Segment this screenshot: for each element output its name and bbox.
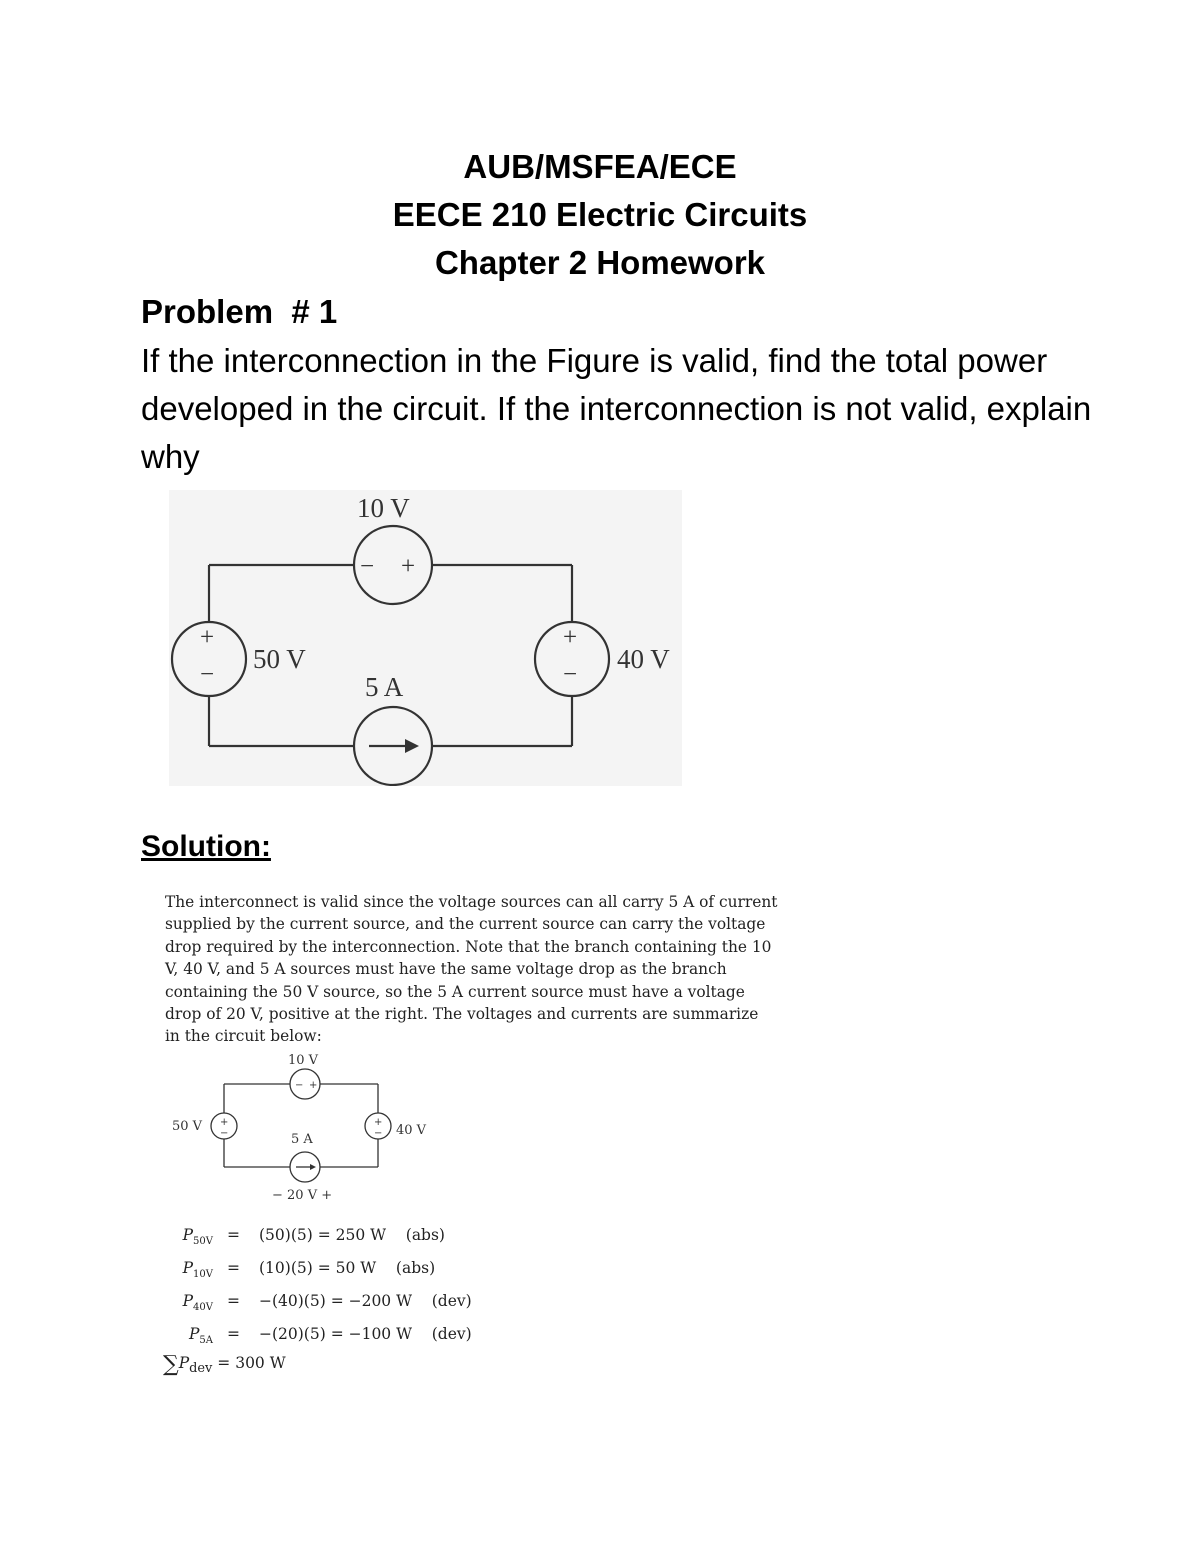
power-symbol: $P_{5A}$ (188, 1325, 213, 1347)
plus-sign: + (401, 553, 416, 580)
plus-sign: + (200, 624, 215, 651)
solution-line: The interconnect is valid since the voltage sources can all carry 5 A of current (165, 893, 778, 911)
power-symbol: $P_{40V}$ (182, 1292, 213, 1314)
solution-line: containing the 50 V source, so the 5 A current source must have a voltage (165, 982, 745, 1001)
plus-sign: + (563, 624, 578, 651)
doc-header-course: EECE 210 Electric Circuits (392, 196, 808, 233)
circuit-figure (169, 490, 682, 786)
equation-lhs (163, 1325, 213, 1349)
label-10v: 10 V (288, 1053, 319, 1068)
solution-label: Solution: (141, 830, 271, 863)
equation-lhs (163, 1292, 213, 1316)
equals-sign: = (227, 1292, 240, 1310)
equation-rhs: −(20)(5) = −100 W (dev) (259, 1325, 472, 1343)
total-power-developed: $\sum P_{dev} = 300$ W (163, 1352, 286, 1377)
equation-lhs (163, 1226, 213, 1250)
minus-sign: − (374, 1128, 383, 1139)
problem-title: Problem # 1 (141, 293, 338, 330)
solution-line: drop of 20 V, positive at the right. The voltages and currents are summarize (165, 1005, 759, 1024)
power-symbol: $P_{10V}$ (182, 1259, 213, 1281)
solution-text (165, 891, 805, 1048)
doc-header-title: Chapter 2 Homework (434, 244, 766, 281)
total-power-value: = 300 W (217, 1354, 286, 1372)
minus-sign: − (360, 553, 375, 580)
minus-sign: − (220, 1128, 229, 1139)
equation-rhs: (50)(5) = 250 W (abs) (259, 1226, 445, 1244)
equals-sign: = (227, 1259, 240, 1277)
solution-line: supplied by the current source, and the current source can carry the voltage (165, 915, 766, 934)
minus-sign: − (200, 661, 215, 688)
plus-sign: + (374, 1117, 383, 1128)
problem-statement: If the interconnection in the Figure is valid, find the total power developed in the circuit. If the interconnection is not valid, explain why (141, 342, 1092, 475)
plus-sign: + (309, 1080, 318, 1091)
solution-line: V, 40 V, and 5 A sources must have the same voltage drop as the branch (165, 960, 727, 979)
equation-lhs (163, 1259, 213, 1283)
equals-sign: = (227, 1226, 240, 1244)
plus-sign: + (220, 1117, 229, 1128)
minus-sign: − (295, 1080, 304, 1091)
sigma-symbol: ∑ (163, 1352, 179, 1377)
label-40v: 40 V (396, 1123, 427, 1138)
solution-circuit-figure (160, 1045, 450, 1205)
label-5a: 5 A (291, 1132, 313, 1147)
equation-rhs: −(40)(5) = −200 W (dev) (259, 1292, 472, 1310)
label-voltage-drop: − 20 V + (272, 1188, 333, 1203)
minus-sign: − (563, 661, 578, 688)
label-5a: 5 A (365, 672, 404, 702)
solution-line: in the circuit below: (165, 1027, 322, 1046)
equation-rhs: (10)(5) = 50 W (abs) (259, 1259, 436, 1277)
label-10v: 10 V (357, 493, 410, 523)
doc-header-institution: AUB/MSFEA/ECE (463, 148, 737, 185)
equals-sign: = (227, 1325, 240, 1343)
power-symbol: $P_{50V}$ (182, 1226, 213, 1248)
solution-line: drop required by the interconnection. Note that the branch containing the 10 (165, 937, 772, 956)
figure-background (169, 490, 682, 786)
label-50v: 50 V (172, 1119, 203, 1134)
label-40v: 40 V (617, 644, 670, 674)
label-50v: 50 V (253, 644, 306, 674)
current-arrow-head (310, 1164, 316, 1170)
